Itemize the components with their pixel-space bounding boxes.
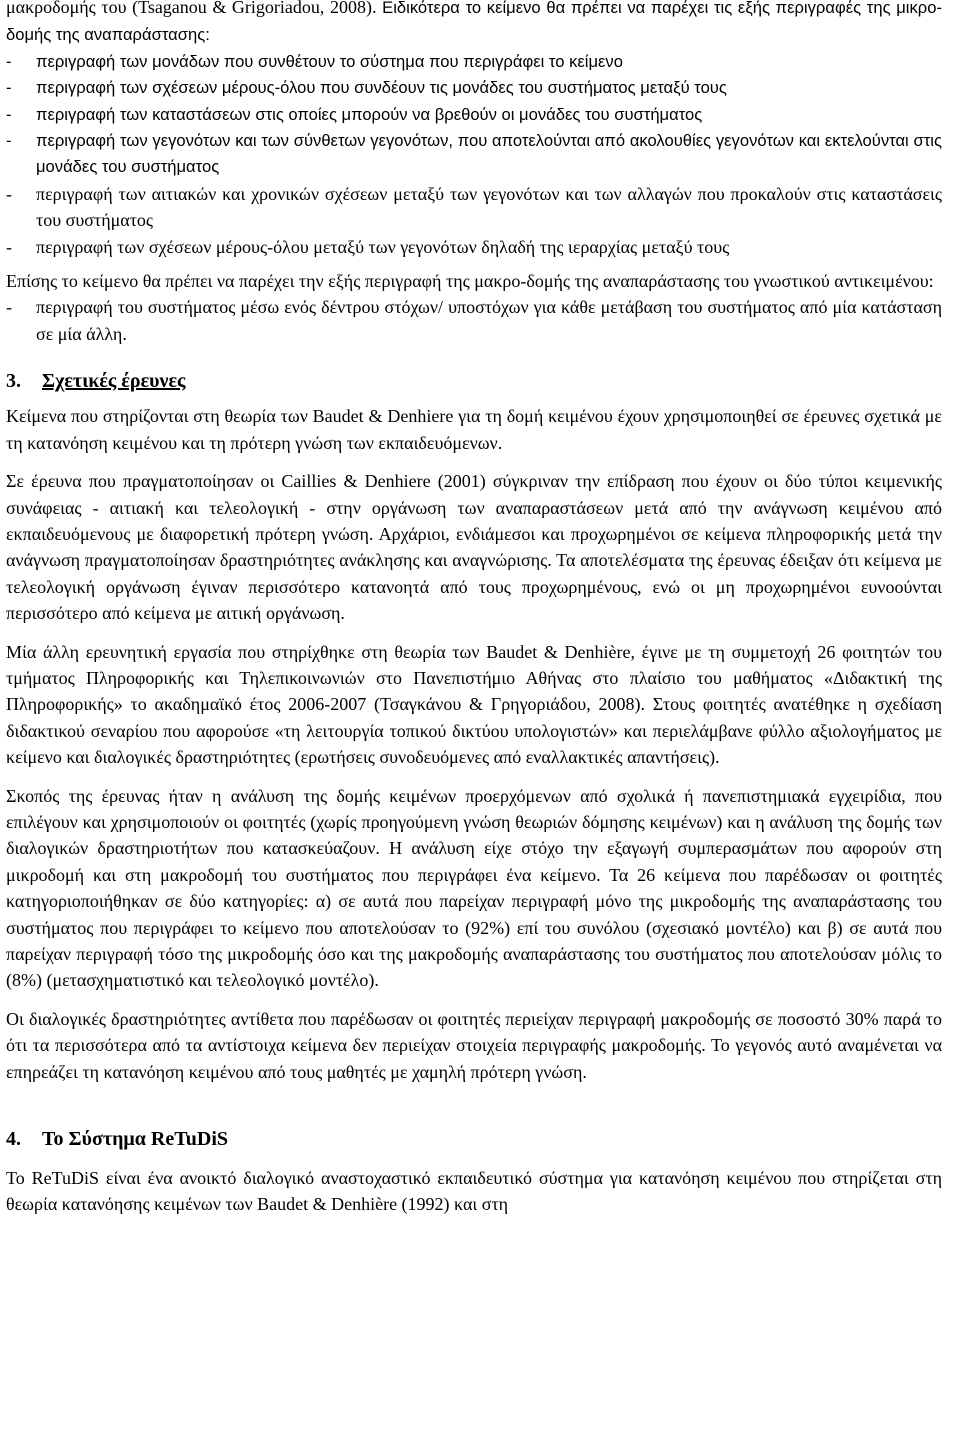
section3-paragraph: Σε έρευνα που πραγματοποίησαν οι Caillies & Denhiere (2001) σύγκριναν την επίδραση που έχουν οι δύο τύποι κειμενικής συνάφειας - αιτιακή και τελεολογική - στην οργάνωση των αναπαραστάσεων μετά από την ανάγνωση κειμένου από εκπαιδευόμενους με διαφορετική πρότερη γνώση. Αρχάριοι, ενδιάμεσοι και προχωρημένοι σε κείμενα πληροφορικής μετά την ανάγνωση πραγματοποίησαν δραστηριότητες ανάκλησης και αναγνώρισης. Τα αποτελέσματα της έρευνας έδειξαν ότι κείμενα με τελεολογική οργάνωση έγιναν περισσότερο κατανοητά από τους προχωρημένους, ενώ οι μη προχωρημένοι ευνοούνται περισσότερο από κείμενα με αιτική οργάνωση.: [6, 471, 942, 624]
dash-bullet: -: [6, 183, 12, 204]
intro-paragraph: [6, 0, 942, 49]
dash-bullet: -: [6, 236, 12, 257]
document-page: [6, 0, 942, 1218]
dash-bullet: -: [6, 78, 12, 98]
section3-paragraph: Σκοπός της έρευνας ήταν η ανάλυση της δομής κειμένων προερχόμενων από σχολικά ή πανεπιστημιακά εγχειρίδια, που επιλέγουν και χρησιμοποιούν οι φοιτητές (χωρίς προηγούμενη γνώση θεωριών δόμησης κειμένων) και η ανάλυση της δομής των διαλογικών δραστηριοτήτων που κατασκεύαζουν. Η ανάλυση είχε στόχο την εξαγωγή συμπερασμάτων που αφορούν στη μικροδομή και στη μακροδομή του συστήματος που περιγράφει ένα κείμενο. Τα 26 κείμενα που παρέδωσαν οι φοιτητές κατηγοριοποιήθηκαν σε δύο κατηγορίες: α) σε αυτά που παρείχαν περιγραφή μόνο της μικροδομής της αναπαράστασης του συστήματος που περιγράφει το κείμενο που αποτελούσαν το (92%) επί του συνόλου (σχεσιακό μοντέλο) και β) σε αυτά που παρείχαν περιγραφή τόσο της μικροδομής όσο και της μακροδομής αναπαράστασης του συστήματος που αποτελούσαν μόλις το (8%) (μετασχηματιστικό και τελεολογικό μοντέλο).: [6, 785, 942, 991]
list-item: [6, 294, 942, 347]
macro-intro-paragraph: Επίσης το κείμενο θα πρέπει να παρέχει την εξής περιγραφή της μακρο-δομής της αναπαράστασης του γνωστικού αντικειμένου:: [6, 271, 934, 292]
macro-structure-list: [6, 294, 942, 347]
dash-bullet: -: [6, 131, 12, 151]
list-item: [6, 234, 942, 260]
section3-paragraph: Κείμενα που στηρίζονται στη θεωρία των Baudet & Denhiere για τη δομή κειμένου έχουν χρησιμοποιηθεί σε έρευνες σχετικά με τη κατανόηση κειμένου και τη πρότερη γνώση των εκπαιδευόμενων.: [6, 406, 942, 453]
section-heading-4: [6, 1125, 942, 1153]
list-item: [6, 49, 942, 75]
section-heading-3: [6, 367, 942, 395]
list-item-text: περιγραφή των σχέσεων μέρους-όλου μεταξύ των γεγονότων δηλαδή της ιεραρχίας μεταξύ τους: [36, 236, 730, 257]
list-item: [6, 181, 942, 234]
intro-sans-text: Ειδικότερα το κείμενο θα πρέπει να παρέχει τις εξής περιγραφές της μικρο-δομής της αναπαράστασης:: [6, 0, 942, 45]
section-number: 4.: [6, 1128, 21, 1151]
section-title: Σχετικές έρευνες: [42, 370, 186, 393]
list-item: [6, 75, 942, 101]
dash-bullet: -: [6, 104, 12, 124]
dash-bullet: -: [6, 51, 12, 71]
section-number: 3.: [6, 370, 21, 393]
list-item-text: περιγραφή των γεγονότων και των σύνθετων γεγονότων, που αποτελούνται από ακολουθίες γεγονότων και εκτελούνται στις μονάδες του συστήματος: [36, 131, 942, 177]
list-item-text: περιγραφή των μονάδων που συνθέτουν το σύστημα που περιγράφει το κείμενο: [36, 51, 623, 71]
list-item-text: περιγραφή των σχέσεων μέρους-όλου που συνδέουν τις μονάδες του συστήματος μεταξύ τους: [36, 78, 727, 98]
section4-paragraph: Το ReTuDiS είναι ένα ανοικτό διαλογικό αναστοχαστικό εκπαιδευτικό σύστημα για κατανόηση κειμένου που στηρίζεται στη θεωρία κατανόησης κειμένων των Baudet & Denhière (1992) και στη: [6, 1168, 942, 1215]
list-item: [6, 102, 942, 128]
list-item: [6, 128, 942, 181]
section3-paragraph: Μία άλλη ερευνητική εργασία που στηρίχθηκε στη θεωρία των Baudet & Denhière, έγινε με τη συμμετοχή 26 φοιτητών του τμήματος Πληροφορικής και Τηλεπικοινωνιών στο Πανεπιστήμιο Αθήνας στο πλαίσιο του μαθήματος «Διδακτική της Πληροφορικής» το ακαδημαϊκό έτος 2006-2007 (Τσαγκάνου & Γρηγοριάδου, 2008). Στους φοιτητές ανατέθηκε η σχεδίαση διδακτικού σεναρίου που αφορούσε «τη λειτουργία τοπικού δικτύου υπολογιστών» και περιελάμβανε φύλλο αξιολογήματος με κείμενο και διαλογικές δραστηριότητες (ερωτήσεις συνοδευόμενες από εναλλακτικές απαντήσεις).: [6, 641, 942, 768]
dash-bullet: -: [6, 297, 12, 318]
micro-structure-list: [6, 49, 942, 181]
list-item-text: περιγραφή του συστήματος μέσω ενός δέντρου στόχων/ υποστόχων για κάθε μετάβαση του συστήματος από μία κατάσταση σε μία άλλη.: [36, 297, 942, 344]
section-title: Το Σύστημα ReTuDiS: [42, 1128, 229, 1151]
intro-citation-text: μακροδομής του (Tsaganou & Grigoriadou, 2008).: [6, 0, 377, 17]
micro-structure-list-continued: [6, 181, 942, 260]
list-item-text: περιγραφή των καταστάσεων στις οποίες μπορούν να βρεθούν οι μονάδες του συστήματος: [36, 104, 703, 124]
list-item-text: περιγραφή των αιτιακών και χρονικών σχέσεων μεταξύ των γεγονότων και των αλλαγών που προκαλούν στις καταστάσεις του συστήματος: [36, 183, 942, 231]
section3-paragraph: Οι διαλογικές δραστηριότητες αντίθετα που παρέδωσαν οι φοιτητές περιείχαν περιγραφή μακροδομής σε ποσοστό 30% παρά το ότι τα περισσότερα από τα αντίστοιχα κείμενα δεν περιείχαν στοιχεία περιγραφής μακροδομής. Το γεγονός αυτό αναμένεται να επηρεάζει τη κατανόηση κειμένου από τους μαθητές με χαμηλή πρότερη γνώση.: [6, 1008, 942, 1082]
